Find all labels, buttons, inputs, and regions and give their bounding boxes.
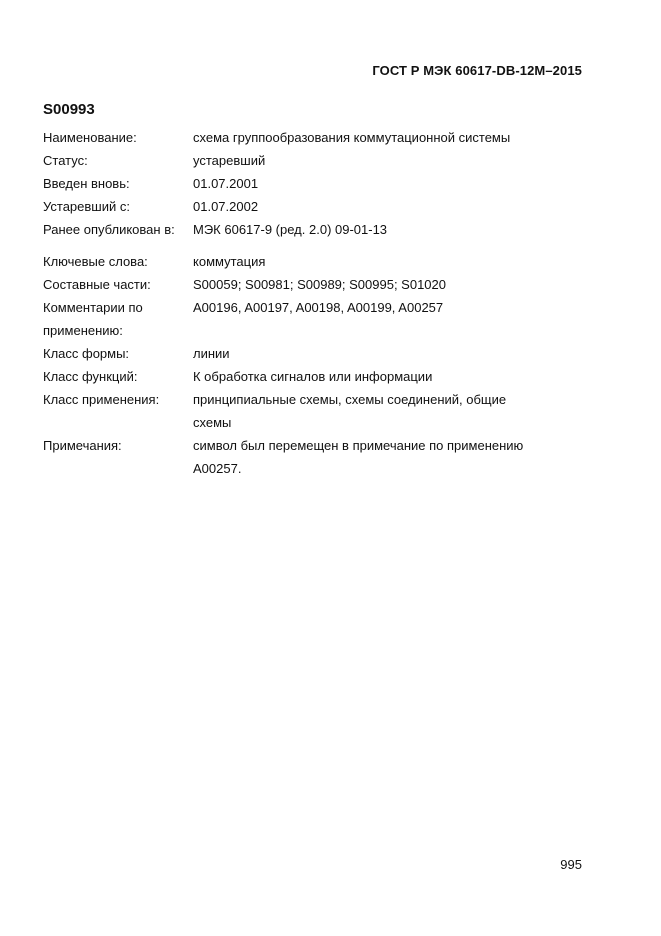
field-row-name xyxy=(43,126,563,149)
field-label: Введен вновь: xyxy=(43,176,130,191)
field-value: символ был перемещен в примечание по применению A00257. xyxy=(193,438,524,476)
field-value: принципиальные схемы, схемы соединений, общие схемы xyxy=(193,392,507,430)
field-row-shape-class xyxy=(43,342,563,365)
field-value: S00059; S00981; S00989; S00995; S01020 xyxy=(193,277,446,292)
field-row-application-notes xyxy=(43,296,563,342)
field-label: Составные части: xyxy=(43,277,151,292)
field-value: 01.07.2002 xyxy=(193,199,259,214)
field-label: Статус: xyxy=(43,153,88,168)
field-row-application-class xyxy=(43,388,563,434)
page-number: 995 xyxy=(560,857,582,872)
field-label: Класс применения: xyxy=(43,392,160,407)
field-row-obsolete-since xyxy=(43,195,563,218)
document-header: ГОСТ Р МЭК 60617-DB-12M–2015 xyxy=(372,63,582,78)
field-row-function-class xyxy=(43,365,563,388)
field-label: Класс функций: xyxy=(43,369,138,384)
field-value: К обработка сигналов или информации xyxy=(193,369,433,384)
field-value: схема группообразования коммутационной системы xyxy=(193,130,511,145)
field-label: Устаревший с: xyxy=(43,199,130,214)
field-value: линии xyxy=(193,346,230,361)
field-value: коммутация xyxy=(193,254,266,269)
field-label: Примечания: xyxy=(43,438,122,453)
field-row-introduced xyxy=(43,172,563,195)
field-label: Класс формы: xyxy=(43,346,130,361)
field-row-notes xyxy=(43,434,563,480)
field-value: МЭК 60617-9 (ред. 2.0) 09-01-13 xyxy=(193,222,388,237)
field-value: A00196, A00197, A00198, A00199, A00257 xyxy=(193,300,444,315)
field-label: Комментарии по применению: xyxy=(43,300,143,338)
field-row-status xyxy=(43,149,563,172)
field-label: Наименование: xyxy=(43,130,137,145)
field-value: устаревший xyxy=(193,153,266,168)
field-row-components xyxy=(43,273,563,296)
field-value: 01.07.2001 xyxy=(193,176,259,191)
record-id: S00993 xyxy=(43,101,95,118)
field-row-previously-published xyxy=(43,218,563,241)
field-label: Ранее опубликован в: xyxy=(43,222,175,237)
field-label: Ключевые слова: xyxy=(43,254,148,269)
field-row-keywords xyxy=(43,250,563,273)
field-list xyxy=(43,126,563,480)
